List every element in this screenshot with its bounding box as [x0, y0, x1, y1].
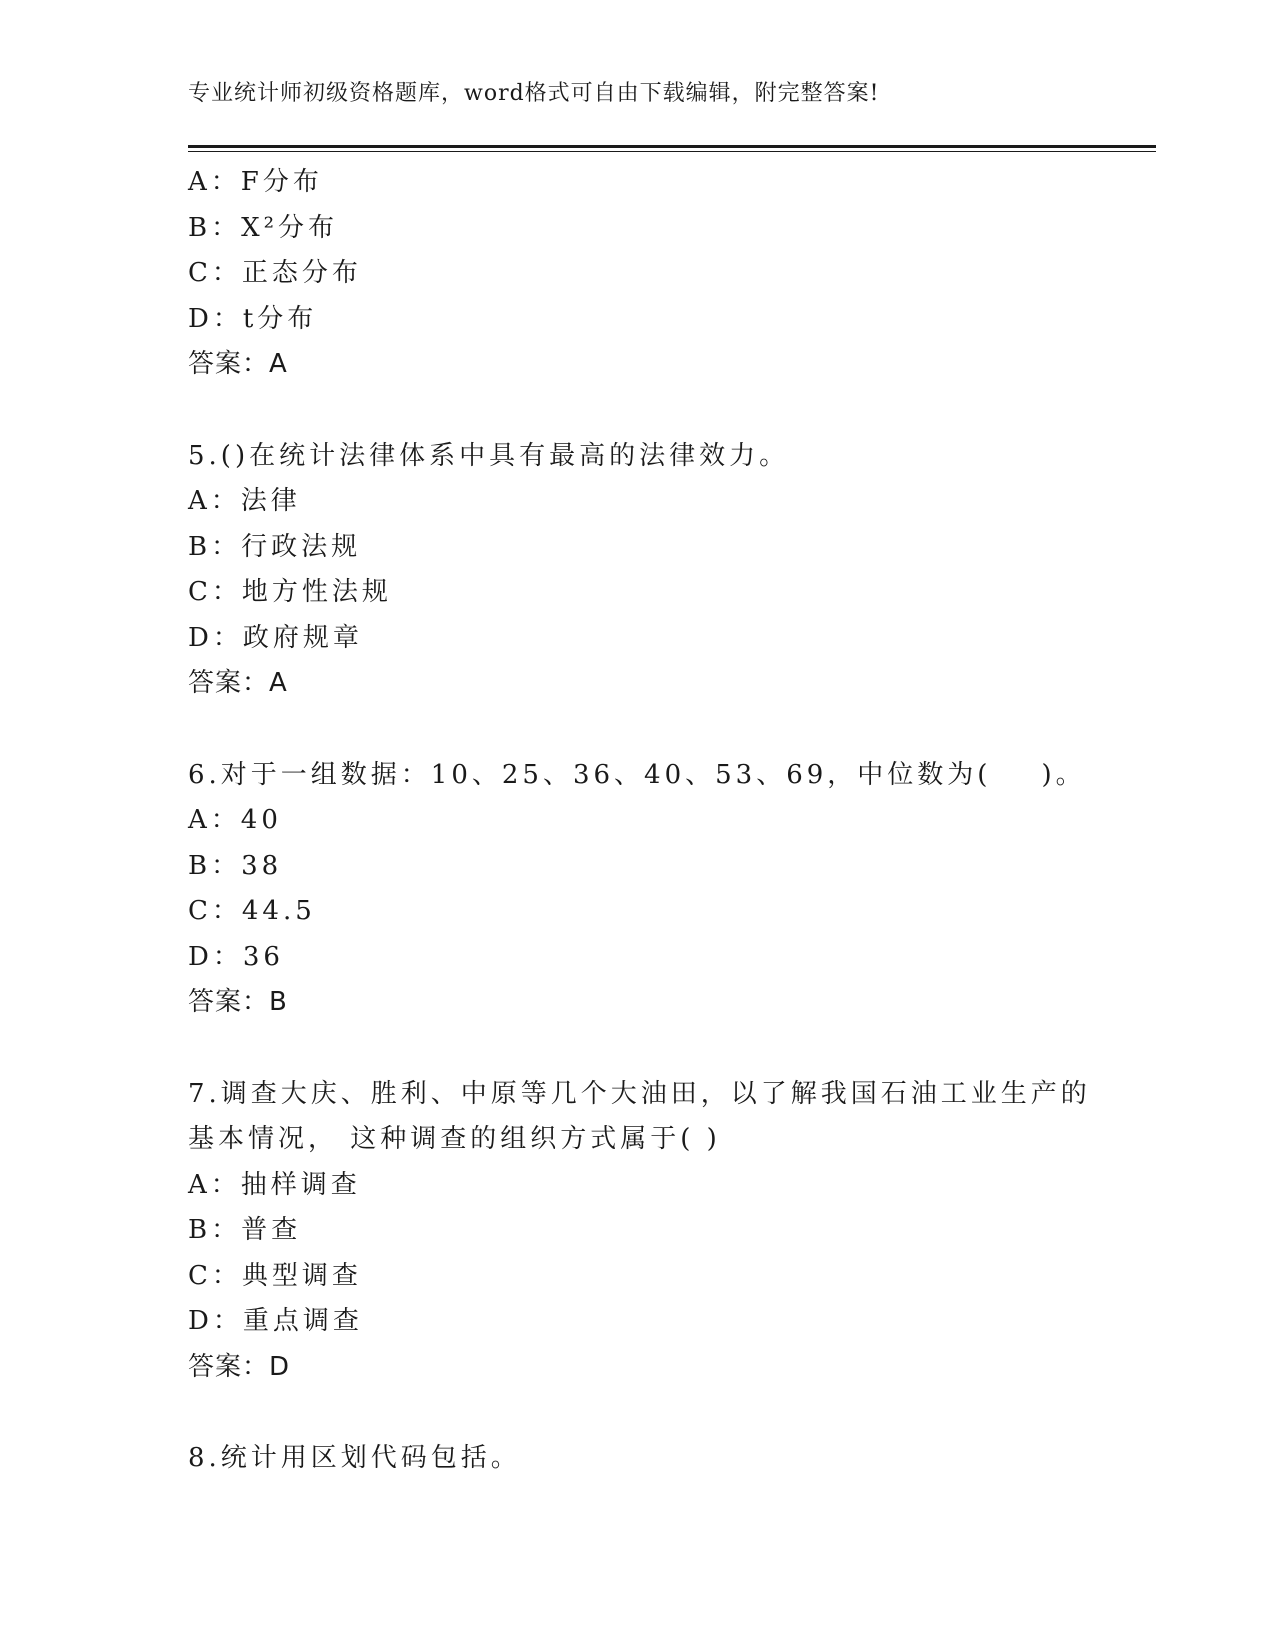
- option-c: C：正态分布: [188, 258, 362, 288]
- question-6: [188, 753, 1156, 1026]
- option-c: C：地方性法规: [188, 577, 392, 607]
- page-header: 专业统计师初级资格题库，word格式可自由下载编辑，附完整答案!: [188, 81, 880, 106]
- option-b: B：普查: [188, 1215, 302, 1245]
- question-8: [188, 1436, 1156, 1482]
- option-b: B：38: [188, 850, 283, 881]
- question-7: [188, 1072, 1156, 1391]
- spacer: [188, 1026, 1156, 1072]
- header-divider-thick: [188, 145, 1156, 148]
- question-stem: 8.统计用区划代码包括。: [188, 1443, 521, 1473]
- option-d: D：重点调查: [188, 1306, 363, 1336]
- question-stem: 5.()在统计法律体系中具有最高的法律效力。: [188, 440, 790, 471]
- spacer: [188, 707, 1156, 753]
- option-c: C：44.5: [188, 896, 316, 926]
- option-b: B：行政法规: [188, 531, 362, 562]
- option-a: A：40: [188, 805, 282, 835]
- spacer: [188, 1390, 1156, 1436]
- stem-after-blank: )。: [1041, 759, 1086, 790]
- answer: 答案：D: [188, 1351, 291, 1382]
- option-b: B：X²分布: [188, 212, 339, 243]
- option-d: D：t分布: [188, 303, 318, 334]
- option-a: A：抽样调查: [188, 1169, 361, 1200]
- option-d: D：36: [188, 941, 284, 972]
- option-a: A：法律: [188, 486, 301, 516]
- option-a: A：F分布: [188, 167, 323, 197]
- question-stem-line-1: 7.调查大庆、胜利、中原等几个大油田，以了解我国石油工业生产的: [188, 1078, 1091, 1109]
- spacer: [188, 388, 1156, 434]
- answer: 答案：A: [188, 668, 288, 698]
- question-stem-line-2: 基本情况， 这种调查的组织方式属于( ): [188, 1124, 721, 1154]
- answer: 答案：A: [188, 349, 288, 379]
- answer: 答案：B: [188, 987, 288, 1017]
- document-body: [188, 160, 1156, 1482]
- question-5: [188, 434, 1156, 707]
- option-c: C：典型调查: [188, 1260, 362, 1291]
- stem-before-blank: 6.对于一组数据：10、25、36、40、53、69，中位数为(: [188, 759, 992, 790]
- header-divider-thin: [188, 151, 1156, 152]
- question-4-continued: [188, 160, 1156, 388]
- option-d: D：政府规章: [188, 622, 363, 653]
- question-stem: [188, 753, 1156, 799]
